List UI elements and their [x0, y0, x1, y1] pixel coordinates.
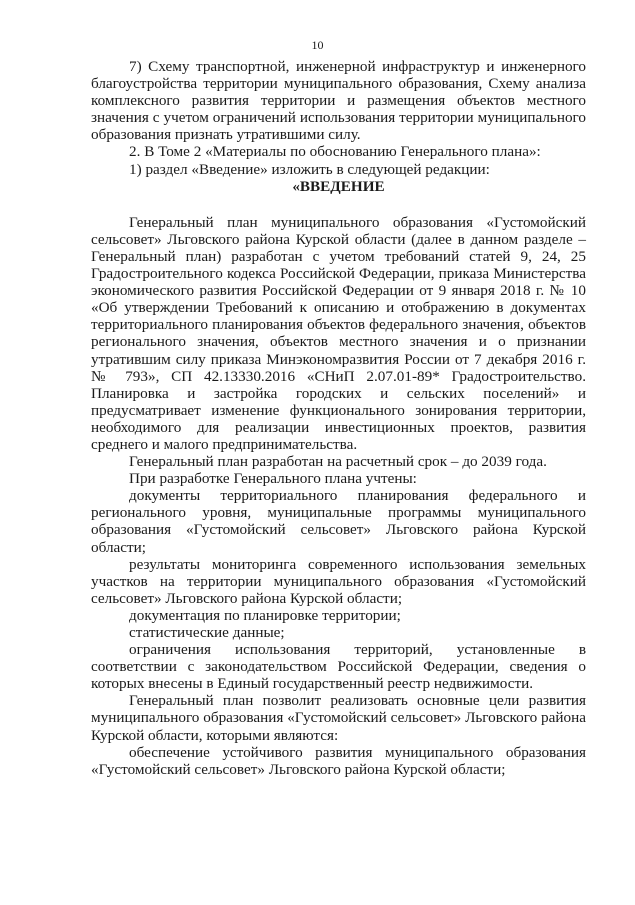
paragraph-goals: Генеральный план позволит реализовать основные цели развития муниципального образования «Густомойский сельсовет» Льговского района Курской области, которыми являются:	[91, 692, 586, 744]
paragraph-considered: При разработке Генерального плана учтены:	[129, 470, 417, 488]
paragraph-general-plan: Генеральный план муниципального образования «Густомойский сельсовет» Льговского района Курской области (далее в данном разделе – Генеральный план) разработан с учетом требований статей 9, 24, 25 Градостроительного кодекса Российской Федерации, приказа Министерства экономического развития Российской Федерации от 9 января 2018 г. № 10 «Об утверждении Требований к описанию и отображению в документах территориального планирования объектов федерального значения, объектов регионального значения, объектов местного значения и о признании утратившим силу приказа Минэкономразвития России от 7 декабря 2016 г. № 793», СП 42.13330.2016 «СНиП 2.07.01-89* Градостроительство. Планировка и застройка городских и сельских поселений» и предусматривает изменение функционального зонирования территории, необходимого для реализации инвестиционных проектов, развития среднего и малого предпринимательства.	[91, 213, 586, 453]
list-item-sustainable-development: обеспечение устойчивого развития муниципального образования «Густомойский сельсовет» Льговского района Курской области;	[91, 743, 586, 778]
page-number: 10	[311, 38, 324, 52]
document-body	[91, 58, 586, 778]
list-item-statistics: статистические данные;	[129, 624, 285, 641]
paragraph-term: Генеральный план разработан на расчетный срок – до 2039 года.	[129, 453, 547, 471]
list-item-documents: документы территориального планирования федерального и регионального уровня, муниципальные программы муниципального образования «Густомойский сельсовет» Льговского района Курской области;	[91, 487, 586, 556]
paragraph-section-intro: 1) раздел «Введение» изложить в следующей редакции:	[129, 160, 490, 178]
list-item-monitoring: результаты мониторинга современного использования земельных участков на территории муниципального образования «Густомойский сельсовет» Льговского района Курской области;	[91, 555, 586, 607]
paragraph-tome-2: 2. В Томе 2 «Материалы по обоснованию Генерального плана»:	[129, 143, 541, 161]
section-heading: «ВВЕДЕНИЕ	[292, 177, 385, 195]
list-item-planning-docs: документация по планировке территории;	[129, 606, 401, 624]
list-item-restrictions: ограничения использования территорий, установленные в соответствии с законодательством Российской Федерации, сведения о которых внесены в Единый государственный реестр недвижимости.	[91, 641, 586, 693]
paragraph-item-7: 7) Схему транспортной, инженерной инфраструктур и инженерного благоустройства территории муниципального образования, Схему анализа комплексного развития территории и размещения объектов местного значения с учетом ограничений использования территории муниципального образования признать утратившими силу.	[91, 58, 586, 144]
